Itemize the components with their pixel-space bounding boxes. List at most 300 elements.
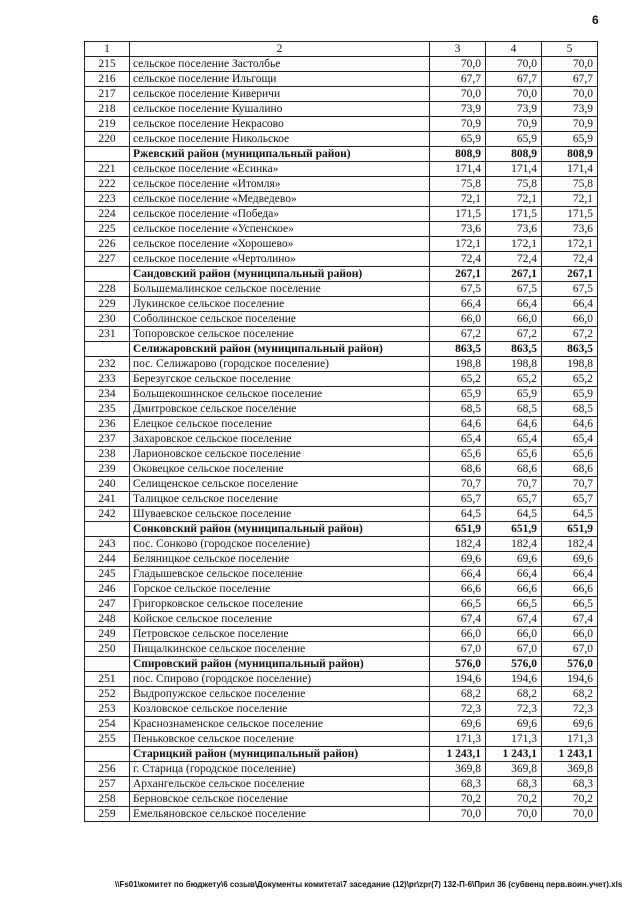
- value-col5-cell: 64,5: [542, 507, 598, 522]
- row-number-cell: 219: [85, 117, 130, 132]
- row-number-cell: 237: [85, 432, 130, 447]
- row-number-cell: 229: [85, 297, 130, 312]
- value-col4-cell: 651,9: [486, 522, 542, 537]
- row-number-cell: 240: [85, 477, 130, 492]
- value-col4-cell: 65,4: [486, 432, 542, 447]
- table-row: [85, 492, 598, 507]
- value-col3-cell: 70,0: [430, 57, 486, 72]
- district-total-row: [85, 267, 598, 282]
- row-number-cell: 246: [85, 582, 130, 597]
- value-col3-cell: 65,9: [430, 132, 486, 147]
- row-number-cell: 254: [85, 717, 130, 732]
- value-col4-cell: 70,7: [486, 477, 542, 492]
- column-header: 5: [542, 42, 598, 57]
- value-col5-cell: 67,7: [542, 72, 598, 87]
- settlement-name-cell: сельское поселение Никольское: [130, 132, 430, 147]
- value-col3-cell: 267,1: [430, 267, 486, 282]
- value-col4-cell: 66,0: [486, 627, 542, 642]
- settlement-name-cell: Архангельское сельское поселение: [130, 777, 430, 792]
- value-col4-cell: 369,8: [486, 762, 542, 777]
- value-col4-cell: 64,6: [486, 417, 542, 432]
- value-col4-cell: 65,9: [486, 387, 542, 402]
- row-number-cell: 248: [85, 612, 130, 627]
- value-col5-cell: 65,2: [542, 372, 598, 387]
- value-col5-cell: 66,4: [542, 297, 598, 312]
- value-col3-cell: 808,9: [430, 147, 486, 162]
- table-row: [85, 777, 598, 792]
- row-number-cell: 242: [85, 507, 130, 522]
- value-col5-cell: 68,3: [542, 777, 598, 792]
- row-number-cell: 227: [85, 252, 130, 267]
- value-col5-cell: 70,0: [542, 807, 598, 822]
- table-row: [85, 717, 598, 732]
- value-col3-cell: 72,4: [430, 252, 486, 267]
- table-row: [85, 477, 598, 492]
- value-col4-cell: 808,9: [486, 147, 542, 162]
- settlement-name-cell: Гладышевское сельское поселение: [130, 567, 430, 582]
- value-col5-cell: 576,0: [542, 657, 598, 672]
- value-col5-cell: 70,0: [542, 57, 598, 72]
- value-col5-cell: 65,4: [542, 432, 598, 447]
- value-col4-cell: 72,3: [486, 702, 542, 717]
- value-col4-cell: 75,8: [486, 177, 542, 192]
- settlement-name-cell: сельское поселение «Победа»: [130, 207, 430, 222]
- district-total-row: [85, 147, 598, 162]
- page-number: 6: [592, 13, 599, 27]
- value-col4-cell: 66,0: [486, 312, 542, 327]
- row-number-cell: 228: [85, 282, 130, 297]
- table-row: [85, 552, 598, 567]
- table-row: [85, 282, 598, 297]
- settlement-name-cell: Дмитровское сельское поселение: [130, 402, 430, 417]
- table-row: [85, 102, 598, 117]
- value-col5-cell: 70,9: [542, 117, 598, 132]
- settlement-name-cell: Селищенское сельское поселение: [130, 477, 430, 492]
- table-row: [85, 222, 598, 237]
- table-row: [85, 177, 598, 192]
- table-row: [85, 672, 598, 687]
- value-col4-cell: 67,4: [486, 612, 542, 627]
- row-number-cell: 238: [85, 447, 130, 462]
- district-total-row: [85, 342, 598, 357]
- value-col5-cell: 171,3: [542, 732, 598, 747]
- settlement-name-cell: Оковецкое сельское поселение: [130, 462, 430, 477]
- value-col3-cell: 67,2: [430, 327, 486, 342]
- settlement-name-cell: Захаровское сельское поселение: [130, 432, 430, 447]
- value-col5-cell: 66,5: [542, 597, 598, 612]
- row-number-cell: 223: [85, 192, 130, 207]
- table-row: [85, 537, 598, 552]
- value-col3-cell: 66,4: [430, 567, 486, 582]
- settlement-name-cell: Петровское сельское поселение: [130, 627, 430, 642]
- value-col3-cell: 171,5: [430, 207, 486, 222]
- row-number-cell: 239: [85, 462, 130, 477]
- value-col4-cell: 66,5: [486, 597, 542, 612]
- settlement-name-cell: Краснознаменское сельское поселение: [130, 717, 430, 732]
- value-col4-cell: 65,2: [486, 372, 542, 387]
- value-col4-cell: 66,4: [486, 297, 542, 312]
- table-row: [85, 57, 598, 72]
- value-col5-cell: 64,6: [542, 417, 598, 432]
- value-col3-cell: 68,3: [430, 777, 486, 792]
- value-col5-cell: 171,4: [542, 162, 598, 177]
- row-number-cell: 241: [85, 492, 130, 507]
- value-col5-cell: 73,6: [542, 222, 598, 237]
- value-col3-cell: 66,5: [430, 597, 486, 612]
- settlement-name-cell: сельское поселение «Есинка»: [130, 162, 430, 177]
- value-col3-cell: 1 243,1: [430, 747, 486, 762]
- row-number-cell: 225: [85, 222, 130, 237]
- table-row: [85, 207, 598, 222]
- value-col4-cell: 863,5: [486, 342, 542, 357]
- value-col5-cell: 66,0: [542, 312, 598, 327]
- table-row: [85, 372, 598, 387]
- table-row: [85, 387, 598, 402]
- value-col4-cell: 68,5: [486, 402, 542, 417]
- settlement-name-cell: Селижаровский район (муниципальный район): [130, 342, 430, 357]
- settlement-name-cell: Беляницкое сельское поселение: [130, 552, 430, 567]
- value-col5-cell: 67,4: [542, 612, 598, 627]
- row-number-cell: 231: [85, 327, 130, 342]
- settlement-name-cell: сельское поселение «Чертолино»: [130, 252, 430, 267]
- value-col3-cell: 73,6: [430, 222, 486, 237]
- value-col3-cell: 863,5: [430, 342, 486, 357]
- value-col3-cell: 67,5: [430, 282, 486, 297]
- row-number-cell: [85, 522, 130, 537]
- row-number-cell: 226: [85, 237, 130, 252]
- value-col3-cell: 69,6: [430, 717, 486, 732]
- row-number-cell: 259: [85, 807, 130, 822]
- table-row: [85, 357, 598, 372]
- row-number-cell: 249: [85, 627, 130, 642]
- value-col4-cell: 576,0: [486, 657, 542, 672]
- value-col4-cell: 1 243,1: [486, 747, 542, 762]
- value-col3-cell: 182,4: [430, 537, 486, 552]
- value-col3-cell: 171,3: [430, 732, 486, 747]
- table-row: [85, 687, 598, 702]
- table-row: [85, 627, 598, 642]
- row-number-cell: [85, 747, 130, 762]
- value-col3-cell: 67,0: [430, 642, 486, 657]
- value-col3-cell: 70,7: [430, 477, 486, 492]
- table-header-row: [85, 42, 598, 57]
- row-number-cell: 244: [85, 552, 130, 567]
- value-col4-cell: 69,6: [486, 717, 542, 732]
- value-col3-cell: 68,6: [430, 462, 486, 477]
- value-col4-cell: 267,1: [486, 267, 542, 282]
- row-number-cell: 253: [85, 702, 130, 717]
- value-col4-cell: 67,0: [486, 642, 542, 657]
- table-row: [85, 162, 598, 177]
- value-col4-cell: 70,2: [486, 792, 542, 807]
- value-col5-cell: 65,9: [542, 387, 598, 402]
- value-col4-cell: 66,4: [486, 567, 542, 582]
- settlement-name-cell: сельское поселение Кушалино: [130, 102, 430, 117]
- value-col3-cell: 70,0: [430, 87, 486, 102]
- table-row: [85, 117, 598, 132]
- settlement-name-cell: Березугское сельское поселение: [130, 372, 430, 387]
- row-number-cell: 256: [85, 762, 130, 777]
- value-col3-cell: 72,3: [430, 702, 486, 717]
- value-col5-cell: 65,9: [542, 132, 598, 147]
- table-row: [85, 252, 598, 267]
- value-col5-cell: 66,4: [542, 567, 598, 582]
- value-col3-cell: 73,9: [430, 102, 486, 117]
- settlement-name-cell: Большекошинское сельское поселение: [130, 387, 430, 402]
- value-col5-cell: 194,6: [542, 672, 598, 687]
- value-col4-cell: 73,9: [486, 102, 542, 117]
- row-number-cell: 215: [85, 57, 130, 72]
- value-col5-cell: 67,5: [542, 282, 598, 297]
- value-col3-cell: 65,6: [430, 447, 486, 462]
- value-col5-cell: 73,9: [542, 102, 598, 117]
- value-col3-cell: 66,0: [430, 627, 486, 642]
- value-col4-cell: 194,6: [486, 672, 542, 687]
- settlement-name-cell: Лукинское сельское поселение: [130, 297, 430, 312]
- value-col3-cell: 67,4: [430, 612, 486, 627]
- row-number-cell: [85, 147, 130, 162]
- value-col4-cell: 72,1: [486, 192, 542, 207]
- settlement-name-cell: Елецкое сельское поселение: [130, 417, 430, 432]
- value-col3-cell: 72,1: [430, 192, 486, 207]
- subvention-table: [84, 41, 598, 822]
- value-col4-cell: 198,8: [486, 357, 542, 372]
- row-number-cell: 221: [85, 162, 130, 177]
- value-col5-cell: 863,5: [542, 342, 598, 357]
- value-col3-cell: 68,2: [430, 687, 486, 702]
- row-number-cell: [85, 342, 130, 357]
- value-col5-cell: 70,2: [542, 792, 598, 807]
- table-row: [85, 312, 598, 327]
- value-col5-cell: 69,6: [542, 717, 598, 732]
- table-row: [85, 237, 598, 252]
- value-col4-cell: 171,3: [486, 732, 542, 747]
- value-col3-cell: 64,6: [430, 417, 486, 432]
- value-col5-cell: 267,1: [542, 267, 598, 282]
- value-col5-cell: 72,1: [542, 192, 598, 207]
- district-total-row: [85, 657, 598, 672]
- value-col3-cell: 198,8: [430, 357, 486, 372]
- value-col3-cell: 64,5: [430, 507, 486, 522]
- row-number-cell: 217: [85, 87, 130, 102]
- value-col4-cell: 182,4: [486, 537, 542, 552]
- settlement-name-cell: пос. Селижарово (городское поселение): [130, 357, 430, 372]
- row-number-cell: 236: [85, 417, 130, 432]
- table-row: [85, 297, 598, 312]
- value-col5-cell: 1 243,1: [542, 747, 598, 762]
- settlement-name-cell: Пищалкинское сельское поселение: [130, 642, 430, 657]
- value-col3-cell: 172,1: [430, 237, 486, 252]
- settlement-name-cell: Старицкий район (муниципальный район): [130, 747, 430, 762]
- value-col4-cell: 68,6: [486, 462, 542, 477]
- settlement-name-cell: Емельяновское сельское поселение: [130, 807, 430, 822]
- row-number-cell: 252: [85, 687, 130, 702]
- settlement-name-cell: Спировский район (муниципальный район): [130, 657, 430, 672]
- value-col5-cell: 75,8: [542, 177, 598, 192]
- value-col5-cell: 72,4: [542, 252, 598, 267]
- value-col3-cell: 65,4: [430, 432, 486, 447]
- settlement-name-cell: пос. Сонково (городское поселение): [130, 537, 430, 552]
- column-header: 2: [130, 42, 430, 57]
- value-col5-cell: 198,8: [542, 357, 598, 372]
- row-number-cell: 247: [85, 597, 130, 612]
- value-col3-cell: 369,8: [430, 762, 486, 777]
- value-col3-cell: 65,7: [430, 492, 486, 507]
- value-col3-cell: 66,0: [430, 312, 486, 327]
- value-col3-cell: 65,2: [430, 372, 486, 387]
- column-header: 3: [430, 42, 486, 57]
- value-col4-cell: 171,5: [486, 207, 542, 222]
- value-col4-cell: 65,7: [486, 492, 542, 507]
- value-col4-cell: 70,0: [486, 807, 542, 822]
- settlement-name-cell: сельское поселение Ильгощи: [130, 72, 430, 87]
- settlement-name-cell: Топоровское сельское поселение: [130, 327, 430, 342]
- row-number-cell: 218: [85, 102, 130, 117]
- settlement-name-cell: Горское сельское поселение: [130, 582, 430, 597]
- row-number-cell: 251: [85, 672, 130, 687]
- table-row: [85, 327, 598, 342]
- value-col4-cell: 66,6: [486, 582, 542, 597]
- settlement-name-cell: Койское сельское поселение: [130, 612, 430, 627]
- settlement-name-cell: Пеньковское сельское поселение: [130, 732, 430, 747]
- table-row: [85, 567, 598, 582]
- settlement-name-cell: Ржевский район (муниципальный район): [130, 147, 430, 162]
- value-col5-cell: 70,0: [542, 87, 598, 102]
- settlement-name-cell: Берновское сельское поселение: [130, 792, 430, 807]
- value-col4-cell: 171,4: [486, 162, 542, 177]
- settlement-name-cell: Ларионовское сельское поселение: [130, 447, 430, 462]
- table-row: [85, 192, 598, 207]
- row-number-cell: 220: [85, 132, 130, 147]
- table-row: [85, 807, 598, 822]
- value-col5-cell: 66,6: [542, 582, 598, 597]
- settlement-name-cell: Сонковский район (муниципальный район): [130, 522, 430, 537]
- value-col5-cell: 182,4: [542, 537, 598, 552]
- settlement-name-cell: сельское поселение Застолбье: [130, 57, 430, 72]
- value-col3-cell: 66,6: [430, 582, 486, 597]
- value-col5-cell: 65,7: [542, 492, 598, 507]
- value-col5-cell: 72,3: [542, 702, 598, 717]
- value-col5-cell: 69,6: [542, 552, 598, 567]
- table-row: [85, 132, 598, 147]
- value-col5-cell: 66,0: [542, 627, 598, 642]
- table-row: [85, 507, 598, 522]
- table-row: [85, 792, 598, 807]
- value-col3-cell: 68,5: [430, 402, 486, 417]
- value-col5-cell: 808,9: [542, 147, 598, 162]
- table-row: [85, 447, 598, 462]
- row-number-cell: 243: [85, 537, 130, 552]
- column-header: 1: [85, 42, 130, 57]
- column-header: 4: [486, 42, 542, 57]
- value-col4-cell: 67,2: [486, 327, 542, 342]
- value-col3-cell: 70,9: [430, 117, 486, 132]
- settlement-name-cell: Григорковское сельское поселение: [130, 597, 430, 612]
- row-number-cell: 235: [85, 402, 130, 417]
- settlement-name-cell: г. Старица (городское поселение): [130, 762, 430, 777]
- value-col4-cell: 68,2: [486, 687, 542, 702]
- value-col4-cell: 64,5: [486, 507, 542, 522]
- value-col5-cell: 70,7: [542, 477, 598, 492]
- value-col5-cell: 68,5: [542, 402, 598, 417]
- settlement-name-cell: сельское поселение «Итомля»: [130, 177, 430, 192]
- table-row: [85, 762, 598, 777]
- district-total-row: [85, 747, 598, 762]
- table-row: [85, 702, 598, 717]
- value-col5-cell: 68,6: [542, 462, 598, 477]
- value-col3-cell: 67,7: [430, 72, 486, 87]
- value-col3-cell: 70,2: [430, 792, 486, 807]
- value-col3-cell: 75,8: [430, 177, 486, 192]
- value-col4-cell: 70,0: [486, 87, 542, 102]
- row-number-cell: 245: [85, 567, 130, 582]
- value-col4-cell: 70,0: [486, 57, 542, 72]
- settlement-name-cell: Сандовский район (муниципальный район): [130, 267, 430, 282]
- table-row: [85, 597, 598, 612]
- row-number-cell: 230: [85, 312, 130, 327]
- settlement-name-cell: сельское поселение «Медведево»: [130, 192, 430, 207]
- value-col5-cell: 68,2: [542, 687, 598, 702]
- value-col4-cell: 72,4: [486, 252, 542, 267]
- value-col5-cell: 67,2: [542, 327, 598, 342]
- value-col3-cell: 576,0: [430, 657, 486, 672]
- value-col4-cell: 172,1: [486, 237, 542, 252]
- row-number-cell: 216: [85, 72, 130, 87]
- row-number-cell: 255: [85, 732, 130, 747]
- settlement-name-cell: Большемалинское сельское поселение: [130, 282, 430, 297]
- value-col3-cell: 66,4: [430, 297, 486, 312]
- settlement-name-cell: сельское поселение «Хорошево»: [130, 237, 430, 252]
- row-number-cell: [85, 657, 130, 672]
- table-body: [85, 42, 598, 822]
- row-number-cell: 257: [85, 777, 130, 792]
- row-number-cell: 233: [85, 372, 130, 387]
- settlement-name-cell: Соболинское сельское поселение: [130, 312, 430, 327]
- table-row: [85, 87, 598, 102]
- table-row: [85, 417, 598, 432]
- row-number-cell: 234: [85, 387, 130, 402]
- value-col5-cell: 651,9: [542, 522, 598, 537]
- value-col4-cell: 65,6: [486, 447, 542, 462]
- value-col5-cell: 171,5: [542, 207, 598, 222]
- row-number-cell: 258: [85, 792, 130, 807]
- table-row: [85, 732, 598, 747]
- value-col3-cell: 69,6: [430, 552, 486, 567]
- value-col4-cell: 68,3: [486, 777, 542, 792]
- value-col4-cell: 69,6: [486, 552, 542, 567]
- value-col3-cell: 65,9: [430, 387, 486, 402]
- value-col4-cell: 73,6: [486, 222, 542, 237]
- row-number-cell: [85, 267, 130, 282]
- settlement-name-cell: Талицкое сельское поселение: [130, 492, 430, 507]
- settlement-name-cell: сельское поселение «Успенское»: [130, 222, 430, 237]
- settlement-name-cell: сельское поселение Киверичи: [130, 87, 430, 102]
- value-col5-cell: 172,1: [542, 237, 598, 252]
- table-row: [85, 642, 598, 657]
- value-col3-cell: 171,4: [430, 162, 486, 177]
- value-col5-cell: 369,8: [542, 762, 598, 777]
- table-row: [85, 72, 598, 87]
- table-row: [85, 402, 598, 417]
- value-col4-cell: 67,5: [486, 282, 542, 297]
- value-col4-cell: 65,9: [486, 132, 542, 147]
- settlement-name-cell: Шуваевское сельское поселение: [130, 507, 430, 522]
- file-path-footer: \\Fs01\комитет по бюджету\6 созыв\Документы комитета\7 заседание (12)\pr\zpr(7) 132-П-6\Прил 36 (субвенц перв.воин.учет).xls: [115, 880, 623, 889]
- table-row: [85, 462, 598, 477]
- row-number-cell: 250: [85, 642, 130, 657]
- table-row: [85, 432, 598, 447]
- settlement-name-cell: Выдропужское сельское поселение: [130, 687, 430, 702]
